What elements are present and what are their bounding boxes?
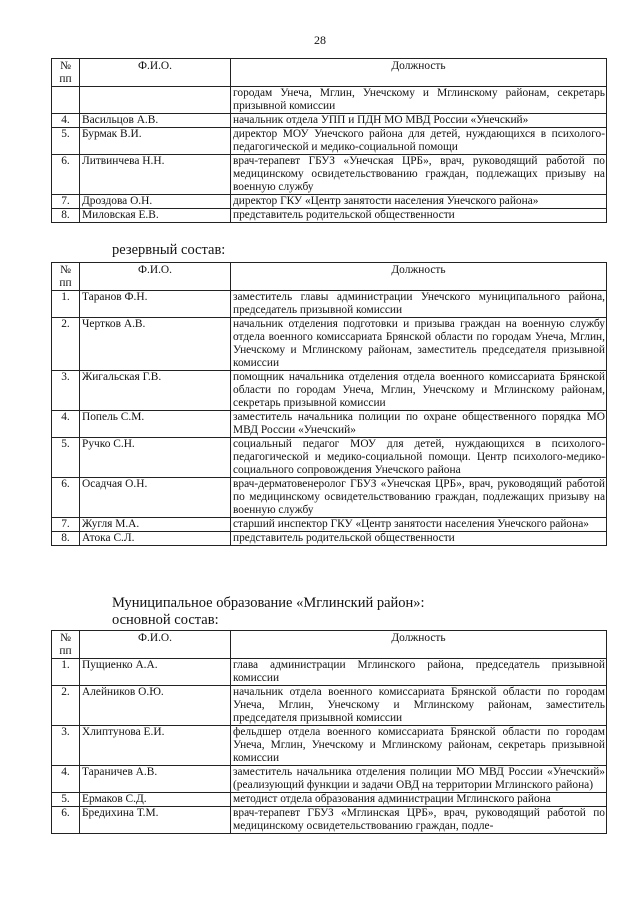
row-num: 5. <box>52 438 80 478</box>
row-position: социальный педагог МОУ для детей, нуждающихся в психолого-педагогической и медико-социальной помощи. Центр психолого-медико-социального сопровождения Унечского района <box>231 438 607 478</box>
row-fio: Миловская Е.В. <box>80 209 231 223</box>
table-row <box>52 114 607 128</box>
row-num: 8. <box>52 532 80 546</box>
row-num: 4. <box>52 411 80 438</box>
row-fio: Алейников О.Ю. <box>80 686 231 726</box>
table-row <box>52 411 607 438</box>
row-position: начальник отдела военного комиссариата Брянской области по городам Унеча, Мглин, Унечскому и Мглинскому районам, заместитель председателя призывной комиссии <box>231 686 607 726</box>
municipality-heading: Муниципальное образование «Мглинский район»: <box>112 595 425 611</box>
row-num: 7. <box>52 195 80 209</box>
row-fio <box>80 87 231 114</box>
row-fio: Пущиенко А.А. <box>80 659 231 686</box>
reserve-heading: резервный состав: <box>112 242 226 258</box>
row-position: заместитель начальника отделения полиции МО МВД России «Унечский» (реализующий функции и задачи ОВД на территории Мглинского района) <box>231 766 607 793</box>
table-row <box>52 532 607 546</box>
row-position: городам Унеча, Мглин, Унечскому и Мглинскому районам, секретарь призывной комиссии <box>231 87 607 114</box>
row-position: глава администрации Мглинского района, председатель призывной комиссии <box>231 659 607 686</box>
row-position: методист отдела образования администрации Мглинского района <box>231 793 607 807</box>
table-row <box>52 318 607 371</box>
table-row <box>52 659 607 686</box>
row-num: 3. <box>52 371 80 411</box>
header-fio: Ф.И.О. <box>80 263 231 291</box>
row-fio: Тараничев А.В. <box>80 766 231 793</box>
row-fio: Жигальская Г.В. <box>80 371 231 411</box>
page-number: 28 <box>314 33 326 47</box>
row-fio: Чертков А.В. <box>80 318 231 371</box>
row-num: 2. <box>52 318 80 371</box>
table-header-row <box>52 59 607 87</box>
row-position: старший инспектор ГКУ «Центр занятости населения Унечского района» <box>231 518 607 532</box>
header-position: Должность <box>231 631 607 659</box>
table-row <box>52 807 607 834</box>
row-position: представитель родительской общественности <box>231 532 607 546</box>
table-row <box>52 155 607 195</box>
row-num <box>52 87 80 114</box>
row-position: фельдшер отдела военного комиссариата Брянской области по городам Унеча, Мглин, Унечскому и Мглинскому районам, секретарь призывной комиссии <box>231 726 607 766</box>
row-num: 6. <box>52 807 80 834</box>
table-row <box>52 371 607 411</box>
row-fio: Бредихина Т.М. <box>80 807 231 834</box>
row-position: начальник отдела УПП и ПДН МО МВД России «Унечский» <box>231 114 607 128</box>
row-num: 5. <box>52 128 80 155</box>
row-num: 6. <box>52 478 80 518</box>
table-row <box>52 793 607 807</box>
header-position: Должность <box>231 263 607 291</box>
row-num: 7. <box>52 518 80 532</box>
table-row <box>52 87 607 114</box>
table-row <box>52 195 607 209</box>
row-position: директор МОУ Унечского района для детей, нуждающихся в психолого-педагогической и медико-социальной помощи <box>231 128 607 155</box>
row-fio: Ручко С.Н. <box>80 438 231 478</box>
table-row <box>52 726 607 766</box>
reserve-table <box>51 262 607 546</box>
row-position: помощник начальника отделения отдела военного комиссариата Брянской области по городам Унеча, Мглин, Унечскому и Мглинскому районам, секретарь призывной комиссии <box>231 371 607 411</box>
table-row <box>52 766 607 793</box>
header-fio: Ф.И.О. <box>80 631 231 659</box>
header-num: № пп <box>52 263 80 291</box>
row-position: заместитель главы администрации Унечского муниципального района, председатель призывной комиссии <box>231 291 607 318</box>
main-composition-heading: основной состав: <box>112 612 219 628</box>
header-num: № пп <box>52 59 80 87</box>
row-fio: Попель С.М. <box>80 411 231 438</box>
header-num: № пп <box>52 631 80 659</box>
mglin-main-table <box>51 630 607 834</box>
table-row <box>52 438 607 478</box>
row-position: представитель родительской общественности <box>231 209 607 223</box>
row-fio: Дроздова О.Н. <box>80 195 231 209</box>
row-fio: Бурмак В.И. <box>80 128 231 155</box>
table-row <box>52 686 607 726</box>
row-num: 6. <box>52 155 80 195</box>
row-position: врач-дерматовенеролог ГБУЗ «Унечская ЦРБ», врач, руководящий работой по медицинскому освидетельствованию граждан, подлежащих призыву на военную службу <box>231 478 607 518</box>
table-header-row <box>52 263 607 291</box>
table-header-row <box>52 631 607 659</box>
row-num: 8. <box>52 209 80 223</box>
table-row <box>52 291 607 318</box>
row-position: директор ГКУ «Центр занятости населения Унечского района» <box>231 195 607 209</box>
table-row <box>52 128 607 155</box>
header-fio: Ф.И.О. <box>80 59 231 87</box>
row-position: начальник отделения подготовки и призыва граждан на военную службу отдела военного комиссариата Брянской области по городам Унеча, Мглин, Унечскому и Мглинскому районам, заместитель председателя призывной комиссии <box>231 318 607 371</box>
row-fio: Жугля М.А. <box>80 518 231 532</box>
row-num: 2. <box>52 686 80 726</box>
row-fio: Таранов Ф.Н. <box>80 291 231 318</box>
row-position: врач-терапевт ГБУЗ «Унечская ЦРБ», врач, руководящий работой по медицинскому освидетельствованию граждан, подлежащих призыву на военную службу <box>231 155 607 195</box>
header-position: Должность <box>231 59 607 87</box>
row-num: 1. <box>52 659 80 686</box>
row-fio: Литвинчева Н.Н. <box>80 155 231 195</box>
row-num: 4. <box>52 114 80 128</box>
commission-table-continued <box>51 58 607 223</box>
row-fio: Ермаков С.Д. <box>80 793 231 807</box>
row-fio: Хлиптунова Е.И. <box>80 726 231 766</box>
table-row <box>52 518 607 532</box>
row-fio: Атока С.Л. <box>80 532 231 546</box>
row-num: 4. <box>52 766 80 793</box>
table-row <box>52 478 607 518</box>
row-num: 1. <box>52 291 80 318</box>
row-fio: Васильцов А.В. <box>80 114 231 128</box>
row-fio: Осадчая О.Н. <box>80 478 231 518</box>
row-position: врач-терапевт ГБУЗ «Мглинская ЦРБ», врач, руководящий работой по медицинскому освидетельствованию граждан, подле- <box>231 807 607 834</box>
row-num: 5. <box>52 793 80 807</box>
table-row <box>52 209 607 223</box>
row-position: заместитель начальника полиции по охране общественного порядка МО МВД России «Унечский» <box>231 411 607 438</box>
row-num: 3. <box>52 726 80 766</box>
